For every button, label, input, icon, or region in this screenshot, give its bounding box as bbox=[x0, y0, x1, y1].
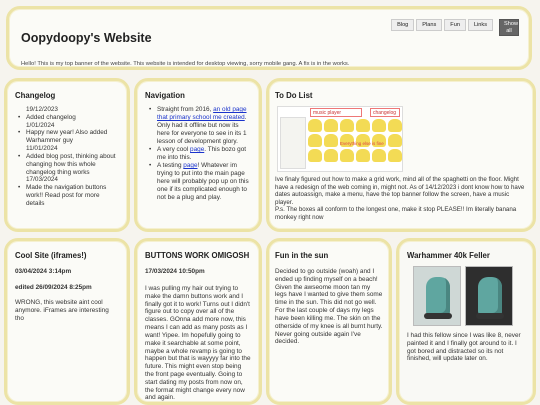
buttons-work-card bbox=[134, 238, 262, 405]
changelog-entry: • Added blog post, thinking about changing how this whole changelog thing works bbox=[15, 153, 119, 176]
changelog-entry: • Added changelog bbox=[15, 114, 119, 122]
miniature-photo bbox=[465, 266, 513, 326]
show-all-button[interactable]: Show all bbox=[499, 19, 519, 36]
changelog-list bbox=[15, 106, 119, 208]
top-banner bbox=[6, 6, 532, 70]
changelog-title: Changelog bbox=[15, 91, 56, 100]
cool-site-title: Cool Site (iframes!) bbox=[15, 251, 87, 260]
changelog-entry: • Happy new year! Also added Warhammer guy bbox=[15, 129, 119, 145]
post-date: 03/04/2024 3:14pm bbox=[15, 268, 72, 275]
todo-title: To Do List bbox=[275, 91, 313, 100]
changelog-mock-label: changelog bbox=[370, 108, 400, 117]
nav-item-text: A very cool bbox=[157, 146, 191, 153]
old-page-link[interactable]: an old page that primary school me created bbox=[157, 106, 247, 121]
post-body: WRONG, this website aint cool anymore. iFrames are interesting tho bbox=[15, 299, 109, 322]
changelog-date: 19/12/2023 bbox=[26, 106, 58, 113]
todo-mockup-image bbox=[277, 106, 403, 172]
nav-item-text: Straight from 2016, bbox=[157, 106, 214, 113]
music-player-label: music player bbox=[310, 108, 362, 117]
navigation-item bbox=[145, 106, 251, 146]
testing-page-link[interactable]: page bbox=[183, 162, 198, 169]
changelog-date: 11/01/2024 bbox=[26, 145, 58, 153]
changelog-entry: • Made the navigation buttons work!! Read post for more details bbox=[15, 184, 119, 207]
site-title: Oopydoopy's Website bbox=[21, 31, 152, 45]
changelog-date: 1/01/2024 bbox=[26, 121, 55, 129]
navigation-item bbox=[145, 146, 251, 162]
warhammer-title: Warhammer 40k Feller bbox=[407, 251, 490, 260]
post-body: I had this fellow since I was like 8, never painted it and I finally got around to it. I got bored and distracted so its not finished, will update later on. bbox=[407, 332, 521, 363]
nav-item-text: A testing bbox=[157, 162, 184, 169]
banner-intro: Hello! This is my top banner of the website. This website is intended for desktop viewing, sorry mobile gang. A fix is in the works. bbox=[21, 61, 350, 67]
top-nav bbox=[391, 19, 519, 36]
navigation-title: Navigation bbox=[145, 91, 185, 100]
buttons-work-title: BUTTONS WORK OMIGOSH bbox=[145, 251, 250, 260]
warhammer-card bbox=[396, 238, 536, 405]
changelog-date: 17/03/2024 bbox=[26, 176, 58, 184]
fun-in-sun-title: Fun in the sun bbox=[275, 251, 329, 260]
navigation-card bbox=[134, 78, 262, 232]
post-date: 17/03/2024 10:50pm bbox=[145, 268, 205, 275]
changelog-card bbox=[4, 78, 130, 232]
todo-card bbox=[266, 78, 536, 232]
nav-item-text: ! Whatever im trying to put into the main page here will probably pop up on this one if its complicated enough to not be a plug and play. bbox=[157, 162, 249, 201]
miniature-photo bbox=[413, 266, 461, 326]
fun-in-sun-card bbox=[266, 238, 392, 405]
nav-button-plans[interactable]: Plans bbox=[416, 19, 442, 31]
post-body: I was pulling my hair out trying to make the damn buttons work and I finally got it to work! Turns out I didn't figure out to copy over all of the classes. GOnna add more now, this means I can add as many posts as I want! Yipee. Im hopefully going to make it searchable at some point, maybe a whole revamp is going to happen but that is wayyyy far into the future. This might even stop being the front page eventually. Going to start dating my posts from now on, the format might change every now and again. bbox=[145, 285, 251, 402]
nav-button-links[interactable]: Links bbox=[468, 19, 493, 31]
mockup-overlay-text: Everything else is fine bbox=[340, 141, 384, 146]
post-body: Decided to go outside (woah) and I ended up finding myself on a beach! Given the awseome moon tan my legs have I wanted to give them some time in the sun. This did not go well. For the last couple of days my legs have been killing me. The skin on the otherside of my knee is all burnt hurty. Never going outside again I've decided. bbox=[275, 268, 383, 346]
warhammer-photos bbox=[413, 266, 525, 326]
todo-description: Ive finaly figured out how to make a grid work, mind all of the spaghetti on the floor. Might have a redesign of the web coming in, might not. As of 14/12/2023 i dont know how to have dates autoassign, make a menu, have the top banner follow the screen, have a music player. bbox=[275, 176, 525, 206]
mockup-sidebar bbox=[280, 117, 306, 169]
cool-site-card bbox=[4, 238, 130, 405]
post-edited-date: edited 26/09/2024 8:25pm bbox=[15, 284, 92, 291]
todo-ps: P.s. The boxes all conform to the longest one, make it stop PLEASE!! Im literally banana monkey right now bbox=[275, 206, 517, 221]
navigation-list bbox=[145, 106, 251, 202]
navigation-item bbox=[145, 162, 251, 202]
nav-item-text: . This bozo got me into this. bbox=[157, 146, 247, 161]
nav-button-fun[interactable]: Fun bbox=[444, 19, 466, 31]
nav-item-text: . Only had it offline but now its here for everyone to see in its 1 lesson of development glory. bbox=[157, 114, 247, 145]
cool-page-link[interactable]: page bbox=[190, 146, 205, 153]
nav-button-blog[interactable]: Blog bbox=[391, 19, 414, 31]
